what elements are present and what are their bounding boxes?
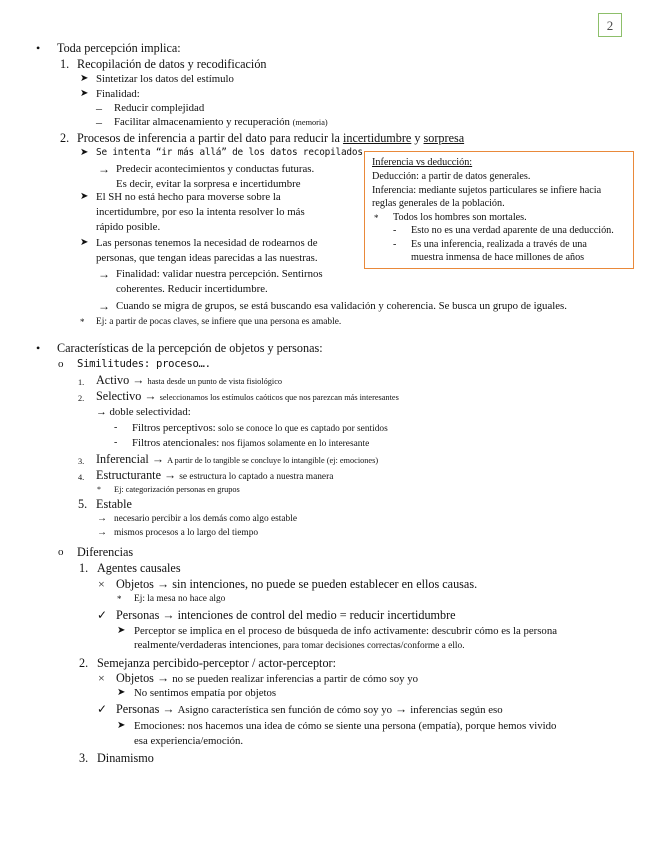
title-part: y (411, 131, 424, 145)
list-item: necesario percibir a los demás como algo estable (114, 514, 298, 524)
arrowhead-bullet-icon: ➤ (117, 687, 126, 698)
list-item (96, 452, 378, 468)
asterisk-icon: * (117, 594, 122, 604)
list-item (114, 115, 328, 130)
subsection-title: Similitudes: proceso…. (77, 358, 211, 370)
box-line: Deducción: a partir de datos generales. (372, 171, 531, 182)
description: no se pueden realizar inferencias a partir de cómo soy yo (172, 673, 419, 685)
list-number: 2. (79, 656, 89, 670)
list-item: Emociones: nos hacemos una idea de cómo se siente una persona (empatía), porque hemos vivido (134, 720, 557, 732)
list-item: Predecir acontecimientos y conductas futuras. (116, 163, 315, 175)
item-title: Agentes causales (97, 561, 181, 575)
description: seleccionamos los estímulos caóticos que nos parezcan más interesantes (159, 393, 399, 402)
list-item (96, 389, 399, 405)
list-item: El SH no está hecho para moverse sobre la (96, 191, 281, 203)
list-number: 4. (78, 473, 85, 482)
arrow-icon: → (98, 299, 110, 313)
check-icon: ✓ (97, 702, 108, 716)
term: Activo (96, 373, 130, 387)
list-item: Es decir, evitar la sorpresa e incertidumbre (116, 178, 301, 190)
list-item: Las personas tenemos la necesidad de rodearnos de (96, 237, 318, 249)
item-note: (memoria) (292, 118, 328, 127)
list-item (134, 638, 465, 653)
arrowhead-bullet-icon: ➤ (80, 237, 89, 248)
bullet-icon: • (36, 341, 41, 355)
item-text: Facilitar almacenamiento y recuperación (114, 116, 290, 128)
asterisk-icon: * (374, 213, 379, 223)
list-item: incertidumbre, por eso la intenta resolver lo más (96, 206, 305, 218)
box-title: Inferencia vs deducción: (372, 157, 473, 168)
description: inferencias según eso (410, 704, 503, 716)
list-item: coherentes. Reducir incertidumbre. (116, 283, 268, 295)
arrow-icon: → (97, 513, 107, 524)
list-item (116, 671, 418, 686)
item-text: realmente/verdaderas intenciones (134, 639, 279, 651)
list-item: Estable (96, 497, 132, 511)
description: nos fijamos solamente en lo interesante (219, 439, 370, 449)
box-line: reglas generales de la población. (372, 198, 505, 209)
description: se estructura lo captado a nuestra manera (179, 472, 334, 482)
list-item: esa experiencia/emoción. (134, 735, 244, 747)
page-number: 2 (598, 13, 622, 37)
box-line: Es una inferencia, realizada a través de una (411, 239, 587, 250)
list-item: No sentimos empatía por objetos (134, 687, 277, 699)
list-number: 1. (79, 561, 89, 575)
term: Filtros perceptivos: (132, 422, 216, 434)
cross-icon: × (98, 577, 105, 591)
note: Ej: la mesa no hace algo (134, 594, 226, 604)
description: hasta desde un punto de vista fisiológico (147, 377, 283, 386)
description: Asigno característica sen función de cómo soy yo (177, 704, 392, 716)
list-number: 2. (78, 394, 85, 403)
list-item: Reducir complejidad (114, 102, 205, 114)
list-number: 3. (79, 751, 89, 765)
list-item (116, 702, 503, 717)
list-number: 5. (78, 497, 88, 511)
arrow-icon: → (132, 373, 145, 387)
arrow-icon: → (162, 702, 175, 716)
list-item: Cuando se migra de grupos, se está buscando esa validación y coherencia. Se busca un grupo de iguales. (116, 300, 567, 312)
note: Ej: a partir de pocas claves, se infiere que una persona es amable. (96, 317, 342, 327)
arrow-icon: → (162, 608, 175, 622)
box-line: muestra inmensa de hace millones de años (411, 252, 585, 263)
term: Filtros atencionales: (132, 437, 220, 449)
arrowhead-bullet-icon: ➤ (80, 73, 89, 84)
list-item (132, 421, 388, 436)
dash-icon: - (114, 437, 118, 448)
arrow-icon: → (151, 452, 165, 466)
arrowhead-bullet-icon: ➤ (117, 625, 126, 636)
underlined-term: sorpresa (423, 131, 465, 145)
term: Objetos (116, 577, 154, 591)
arrow-icon: → (156, 577, 170, 591)
subsection-title: Diferencias (77, 545, 134, 559)
arrowhead-bullet-icon: ➤ (80, 88, 89, 99)
list-item: rápido posible. (96, 221, 161, 233)
list-item: Se intenta “ir más allá” de los datos recopilados (96, 147, 363, 158)
circle-bullet-icon: o (58, 358, 64, 370)
section-title: Características de la percepción de objetos y personas: (57, 341, 323, 355)
dash-icon: - (393, 225, 397, 236)
list-item: Perceptor se implica en el proceso de búsqueda de info activamente: descubrir cómo es la persona (134, 625, 558, 637)
asterisk-icon: * (97, 485, 101, 494)
list-item (96, 405, 191, 419)
dash-icon: – (96, 115, 102, 129)
item-title: Recopilación de datos y recodificación (77, 57, 267, 71)
term: Objetos (116, 671, 154, 685)
term: Personas (116, 608, 160, 622)
term: Inferencial (96, 452, 149, 466)
item-title (77, 131, 464, 145)
section-title: Toda percepción implica: (57, 41, 181, 55)
asterisk-icon: * (80, 317, 85, 327)
list-item: Sintetizar los datos del estímulo (96, 73, 234, 85)
arrow-icon: → (97, 527, 107, 538)
term: Personas (116, 702, 160, 716)
item-title: Dinamismo (97, 751, 154, 765)
list-item (116, 577, 477, 591)
cross-icon: × (98, 671, 105, 685)
check-icon: ✓ (97, 608, 108, 622)
list-item: Finalidad: validar nuestra percepción. Sentirnos (116, 268, 323, 280)
arrowhead-bullet-icon: ➤ (80, 147, 89, 158)
dash-icon: - (393, 239, 397, 250)
list-item: mismos procesos a lo largo del tiempo (114, 528, 259, 538)
box-line: Todos los hombres son mortales. (393, 212, 527, 223)
arrow-icon: → (98, 162, 110, 176)
list-item: Finalidad: (96, 88, 140, 100)
arrow-icon: → (98, 267, 110, 281)
description: intenciones de control del medio = reducir incertidumbre (177, 608, 456, 622)
box-line: Esto no es una verdad aparente de una deducción. (411, 225, 614, 236)
box-line: Inferencia: mediante sujetos particulares se infiere hacia (372, 185, 602, 196)
arrowhead-bullet-icon: ➤ (80, 191, 89, 202)
dash-icon: – (96, 101, 102, 115)
list-number: 2. (60, 131, 70, 145)
circle-bullet-icon: o (58, 546, 64, 558)
description: A partir de lo tangible se concluye lo intangible (ej: emociones) (167, 456, 379, 465)
item-text: , para tomar decisiones correctas/conforme a ello. (278, 641, 465, 651)
arrowhead-bullet-icon: ➤ (117, 720, 126, 731)
item-title: Semejanza percibido-perceptor / actor-perceptor: (97, 656, 336, 670)
list-item (116, 608, 456, 622)
list-item (96, 468, 333, 484)
list-item (96, 373, 282, 389)
list-item: personas, que tengan ideas parecidas a las nuestras. (96, 252, 318, 264)
title-part: Procesos de inferencia a partir del dato para reducir la (77, 131, 343, 145)
list-number: 1. (78, 378, 85, 387)
bullet-icon: • (36, 41, 41, 55)
dash-icon: - (114, 422, 118, 433)
arrow-icon: → (156, 671, 170, 685)
term: Estructurante (96, 468, 161, 482)
list-item (132, 436, 369, 451)
arrow-icon: → (395, 702, 408, 716)
arrow-icon: → (96, 406, 107, 418)
underlined-term: incertidumbre (342, 131, 412, 145)
description: solo se conoce lo que es captado por sentidos (215, 424, 388, 434)
inference-vs-deduction-box (364, 151, 634, 269)
arrow-icon: → (144, 389, 157, 403)
description: sin intenciones, no puede se pueden establecer en ellos causas. (172, 577, 478, 591)
term: Selectivo (96, 389, 142, 403)
list-number: 3. (78, 457, 85, 466)
item-text: doble selectividad: (109, 406, 191, 418)
arrow-icon: → (164, 468, 177, 482)
note: Ej: categorización personas en grupos (114, 485, 240, 494)
list-number: 1. (60, 57, 70, 71)
